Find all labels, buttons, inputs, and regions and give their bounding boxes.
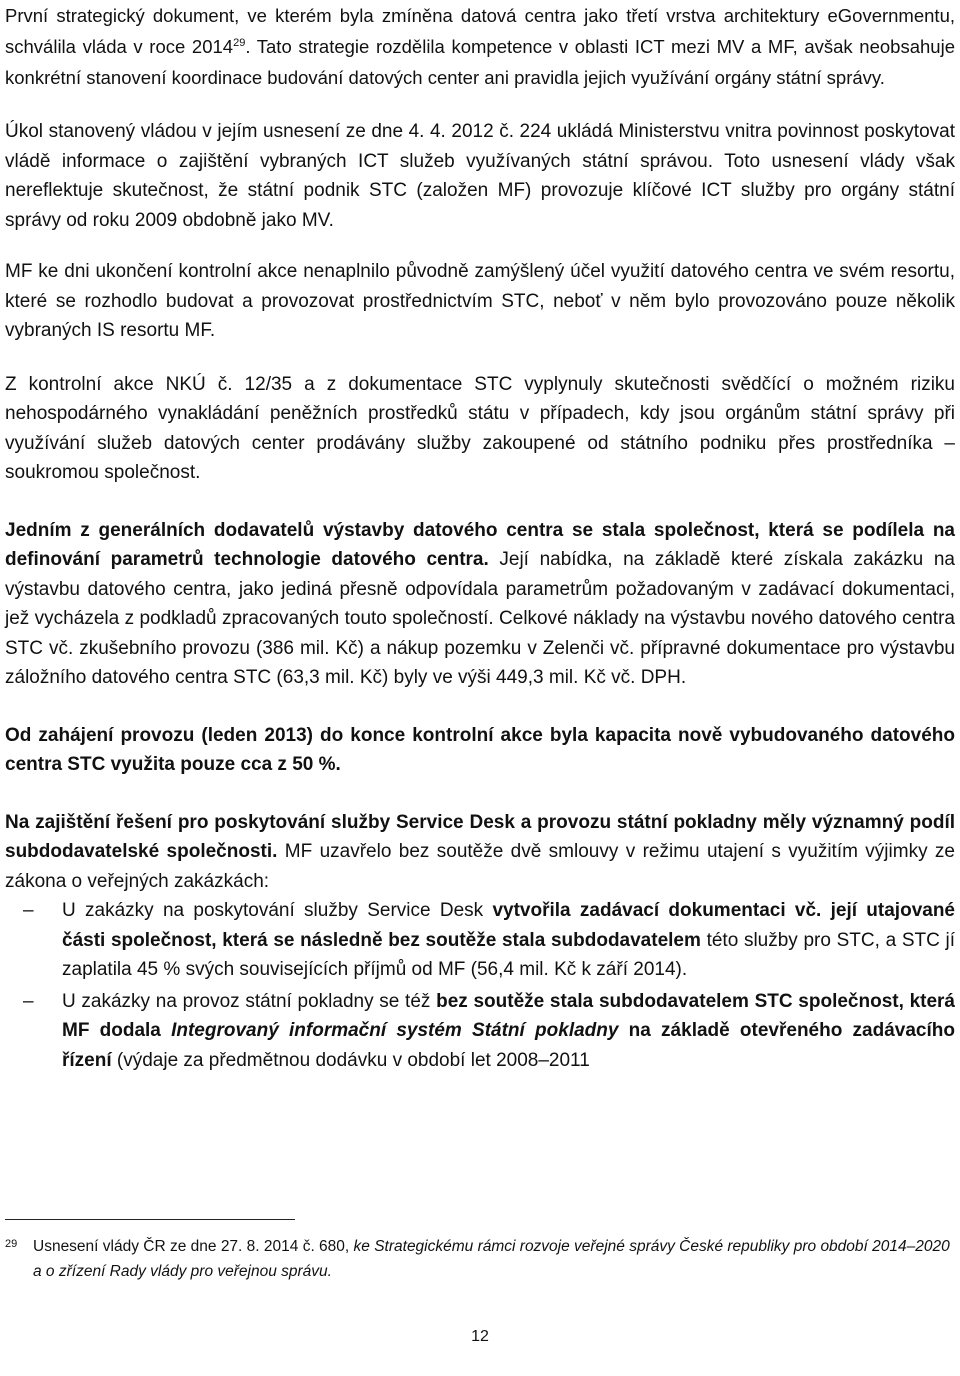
paragraph-capacity <box>5 721 955 780</box>
footnote-number: 29 <box>5 1238 18 1250</box>
footnote <box>5 1234 955 1284</box>
list-item-text: U zakázky na poskytování služby Service Desk <box>62 900 493 921</box>
list-item-bold: vytvořila zadávací dokumentaci vč. její utajované části společnost, která se následně bez soutěže stala subdodavatelem <box>62 900 955 951</box>
paragraph-strategy-text: První strategický dokument, ve kterém byla zmíněna datová centra jako třetí vrstva architektury eGovernmentu, schválila vláda v roce 2014 <box>5 5 955 57</box>
paragraph-general-supplier-bold: Jedním z generálních dodavatelů výstavby datového centra se stala společnost, která se podílela na definování parametrů technologie datového centra. <box>5 519 955 570</box>
page-number: 12 <box>471 1328 489 1345</box>
paragraph-service-desk <box>5 808 955 897</box>
paragraph-mf-datacenter: MF ke dni ukončení kontrolní akce nenaplnilo původně zamýšlený účel využití datového centra ve svém resortu, které se rozhodlo budovat a provozovat prostřednictvím STC, neboť v něm bylo provozováno pouze několik vybraných IS resortu MF. <box>5 261 955 341</box>
paragraph-service-desk-bold: Na zajištění řešení pro poskytování služby Service Desk a provozu státní pokladny měly významný podíl subdodavatelské společnosti. <box>5 811 955 862</box>
list-item-bold-italic: Integrovaný informační systém Státní pokladny <box>171 1020 619 1041</box>
dash-bullet: – <box>23 990 34 1012</box>
paragraph-general-supplier <box>5 516 955 693</box>
list-item-bold-cont: na základě otevřeného zadávacího řízení <box>62 1020 955 1071</box>
paragraph-government-task: Úkol stanovený vládou v jejím usnesení ze dne 4. 4. 2012 č. 224 ukládá Ministerstvu vnitra povinnost poskytovat vládě informace o zajištění vybraných ICT služeb využívaných státní správou. Toto usnesení vlády však nereflektuje skutečnost, že státní podnik STC (založen MF) provozuje klíčové ICT služby pro orgány státní správy od roku 2009 obdobně jako MV. <box>5 121 955 231</box>
footnote-separator <box>5 1219 295 1220</box>
paragraph-strategy <box>5 0 955 93</box>
list-item-bold: bez soutěže stala subdodavatelem STC společnost, která MF dodala <box>62 990 955 1041</box>
footnote-ref-29[interactable]: 29 <box>233 36 246 49</box>
contracts-list <box>5 896 955 1075</box>
list-item-text: U zakázky na provoz státní pokladny se též <box>62 990 437 1012</box>
body-text <box>5 0 955 1075</box>
paragraph-nku-audit: Z kontrolní akce NKÚ č. 12/35 a z dokumentace STC vyplynuly skutečnosti svědčící o možném riziku nehospodárného vynakládání peněžních prostředků státu v případech, kdy jsou orgánům státní správy při využívání služeb datových center prodávány služby zakoupené od státního podniku přes prostředníka – soukromou společnost. <box>5 373 955 483</box>
list-item-text-cont: této služby pro STC, a STC jí zaplatila 45 % svých souvisejících příjmů od MF (56,4 mil. Kč k září 2014). <box>62 929 955 980</box>
list-item <box>5 987 955 1076</box>
dash-bullet: – <box>23 900 34 921</box>
footnote-text <box>33 1234 955 1284</box>
list-item-text-cont: (výdaje za předmětnou dodávku v období let 2008–2011 <box>111 1049 590 1071</box>
paragraph-general-supplier-rest: Její nabídka, na základě které získala zakázku na výstavbu datového centra, jako jediná přesně odpovídala parametrům požadovaným v zadávací dokumentaci, jež vycházela z podkladů zpracovaných touto společností. Celkové náklady na výstavbu nového datového centra STC vč. zkušebního provozu (386 mil. Kč) a nákup pozemku v Zelenči vč. přípravné dokumentace pro výstavbu záložního datového centra STC (63,3 mil. Kč) byly ve výši 449,3 mil. Kč vč. DPH. <box>5 549 955 688</box>
paragraph-strategy-text-cont: . Tato strategie rozdělila kompetence v oblasti ICT mezi MV a MF, avšak neobsahuje konkrétní stanovení koordinace budování datových center ani pravidla jejich využívání orgány státní správy. <box>5 36 955 88</box>
paragraph-capacity-bold: Od zahájení provozu (leden 2013) do konce kontrolní akce byla kapacita nově vybudovaného datového centra STC využita pouze cca z 50 %. <box>5 724 955 775</box>
list-item <box>5 896 955 985</box>
footnote-text-italic: ke Strategickému rámci rozvoje veřejné správy České republiky pro období 2014–2020 a o zřízení Rady vlády pro veřejnou správu. <box>33 1238 950 1280</box>
paragraph-service-desk-rest: MF uzavřelo bez soutěže dvě smlouvy v režimu utajení s využitím výjimky ze zákona o veřejných zakázkách: <box>5 841 956 892</box>
footnote-text-plain: Usnesení vlády ČR ze dne 27. 8. 2014 č. 680, <box>33 1238 354 1255</box>
